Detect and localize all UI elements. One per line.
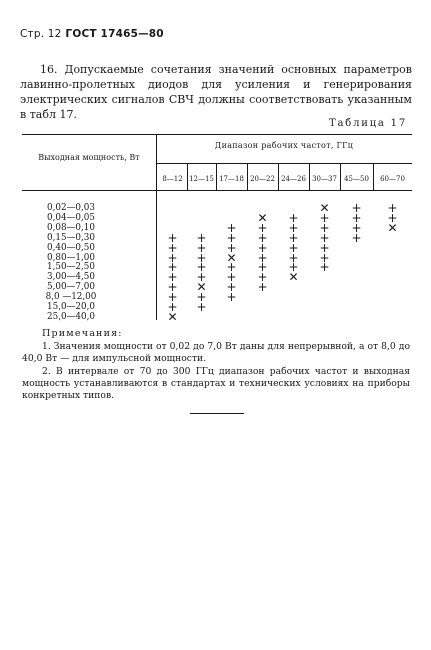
plus-mark: + xyxy=(351,220,362,235)
row-label: 0,02—0,03 xyxy=(47,203,95,213)
row-label: 25,0—40,0 xyxy=(47,311,95,322)
plus-mark: + xyxy=(196,270,207,285)
column-divider xyxy=(247,163,248,190)
plus-mark: + xyxy=(257,240,268,255)
plus-mark: + xyxy=(288,260,299,275)
table-top-rule xyxy=(22,134,412,135)
cross-mark: ✕ xyxy=(167,309,178,324)
cross-mark: ✕ xyxy=(257,210,268,225)
plus-mark: + xyxy=(167,240,178,255)
row-label: 8,0 —12,00 xyxy=(45,292,97,303)
row-label: 15,0—20,0 xyxy=(47,302,95,312)
frequency-range-header: Диапазон рабочих частот, ГГц xyxy=(214,141,354,150)
row-label: 1,50—2,50 xyxy=(47,262,95,273)
column-header: 17—18 xyxy=(219,175,244,183)
column-divider xyxy=(216,163,217,190)
plus-mark: + xyxy=(319,240,330,255)
plus-mark: + xyxy=(167,290,178,305)
column-header: 12—15 xyxy=(189,175,214,183)
plus-mark: + xyxy=(167,300,178,314)
plus-mark: + xyxy=(226,290,237,305)
plus-mark: + xyxy=(387,201,398,215)
cross-mark: ✕ xyxy=(226,250,237,265)
column-divider xyxy=(340,163,341,190)
page-header xyxy=(20,28,164,40)
plus-mark: + xyxy=(319,260,330,275)
cross-mark: ✕ xyxy=(196,280,207,295)
plus-mark: + xyxy=(226,240,237,255)
column-header-rule xyxy=(22,190,412,191)
row-label: 0,40—0,50 xyxy=(47,242,95,253)
column-divider xyxy=(278,163,279,190)
plus-mark: + xyxy=(288,250,299,265)
note-1: 1. Значения мощности от 0,02 до 7,0 Вт даны для непрерывной, а от 8,0 до 40,0 Вт — для импульсной мощности. xyxy=(22,341,410,364)
plus-mark: + xyxy=(351,230,362,245)
plus-mark: + xyxy=(196,290,207,305)
plus-mark: + xyxy=(257,250,268,265)
table-caption: Таблица 17 xyxy=(329,118,407,129)
row-label: 5,00—7,00 xyxy=(47,282,95,293)
plus-mark: + xyxy=(226,260,237,275)
plus-mark: + xyxy=(226,270,237,285)
column-divider xyxy=(309,163,310,190)
plus-mark: + xyxy=(196,260,207,275)
output-power-header: Выходная мощность, Вт xyxy=(38,153,140,162)
row-label: 0,04—0,05 xyxy=(47,212,95,223)
column-header: 60—70 xyxy=(380,175,405,183)
end-separator xyxy=(190,413,244,414)
plus-mark: + xyxy=(288,220,299,235)
plus-mark: + xyxy=(351,201,362,215)
row-label: 0,08—0,10 xyxy=(47,222,95,233)
cross-mark: ✕ xyxy=(319,201,330,215)
plus-mark: + xyxy=(196,230,207,245)
plus-mark: + xyxy=(351,210,362,225)
plus-mark: + xyxy=(257,220,268,235)
column-divider xyxy=(187,163,188,190)
column-header: 45—50 xyxy=(344,175,369,183)
plus-mark: + xyxy=(257,270,268,285)
plus-mark: + xyxy=(319,220,330,235)
cross-mark: ✕ xyxy=(387,220,398,235)
standard-number: ГОСТ 17465—80 xyxy=(65,28,164,40)
page-number: Стр. 12 xyxy=(20,28,62,40)
column-header: 24—26 xyxy=(281,175,306,183)
column-header: 8—12 xyxy=(162,175,183,183)
plus-mark: + xyxy=(288,240,299,255)
clause-16-paragraph: 16. Допускаемые сочетания значений основных параметров лавинно-пролетных диодов для усиления и генерирования электрических сигналов СВЧ должны соответствовать указанным в табл 17. xyxy=(20,63,412,121)
plus-mark: + xyxy=(167,260,178,275)
row-label: 0,15—0,30 xyxy=(47,232,95,243)
plus-mark: + xyxy=(288,230,299,245)
plus-mark: + xyxy=(196,250,207,265)
row-label: 3,00—4,50 xyxy=(47,272,95,283)
plus-mark: + xyxy=(226,220,237,235)
plus-mark: + xyxy=(257,260,268,275)
plus-mark: + xyxy=(257,280,268,295)
column-divider xyxy=(373,163,374,190)
plus-mark: + xyxy=(288,210,299,225)
plus-mark: + xyxy=(167,280,178,295)
column-header: 30—37 xyxy=(312,175,337,183)
plus-mark: + xyxy=(319,210,330,225)
row-label: 0,80—1,00 xyxy=(47,252,95,263)
note-2: 2. В интервале от 70 до 300 ГГц диапазон рабочих частот и выходная мощность устанавливаются в стандартах и технических условиях на приборы конкретных типов. xyxy=(22,366,410,401)
cross-mark: ✕ xyxy=(288,270,299,285)
plus-mark: + xyxy=(196,240,207,255)
plus-mark: + xyxy=(167,270,178,285)
plus-mark: + xyxy=(319,230,330,245)
plus-mark: + xyxy=(226,230,237,245)
plus-mark: + xyxy=(257,230,268,245)
plus-mark: + xyxy=(226,280,237,295)
stub-divider xyxy=(156,134,157,320)
notes-title: Примечания: xyxy=(42,328,123,339)
column-header: 20—22 xyxy=(250,175,275,183)
plus-mark: + xyxy=(167,230,178,245)
plus-mark: + xyxy=(319,250,330,265)
plus-mark: + xyxy=(387,210,398,225)
plus-mark: + xyxy=(196,300,207,314)
plus-mark: + xyxy=(167,250,178,265)
